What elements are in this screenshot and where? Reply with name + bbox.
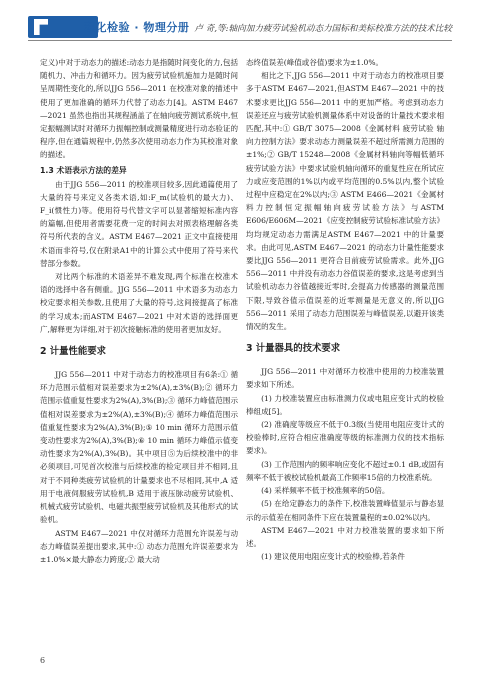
paragraph: (5) 在给定静态力的条件下,校准装置峰值显示与静态显示的示值差在相同条件下应在装置量程的±0.02%以内。 xyxy=(246,499,444,522)
paragraph: 由于JJG 556—2011 的校准项目较多,因此通篇使用了大量的符号来定义各类术语,如:F_m(试验机的最大力)、F_i(惯性力)等。使用符号代替文字可以显著缩短标准内容的篇幅,但使用者需要花费一定的时间去对照表格理解各类符号所代表的含义。ASTM E467—2021 正文中直接使用术语而非符号,仅在附录A1中的计算公式中使用了符号来代替部分参数。 xyxy=(40,179,238,268)
paragraph: 态终值误差(峰值或谷值)要求为±1.0%。 xyxy=(246,58,384,67)
paragraph: (1) 力校准装置应由标准测力仪或电阻应变计式的校验棒组成[5]。 xyxy=(246,393,444,416)
left-column xyxy=(40,56,238,566)
paragraph: ASTM E467—2021 中对力校准装置的要求如下所述。 xyxy=(246,525,444,548)
paragraph: 相比之下,JJG 556—2011 中对于动态力的校准项目要多于ASTM E467—2021,但ASTM E467—2021 中的技术要求更比JJG 556—2011 中的更加严格。考虑到动态力误差还应与疲劳试验机测量体系中对设备的计量技术要求相匹配,其中:① GB/T 3075—2008《金属材料 疲劳试验 轴向力控制方法》要求动态力测量误差不超过所需测力范围的±1%;② GB/T 15248—2008《金属材料轴向等幅低循环疲劳试验方法》中要求试验机轴向循环的重复性应在所试应力或应变范围的1%以内或平均范围的0.5%以内,整个试验过程中应稳定在2%以内;③ ASTM E466—2021《金属材料力控制恒定振幅轴向疲劳试验方法》与ASTM E606/E606M—2021《应变控制疲劳试验标准试验方法》均均规定动态力需满足ASTM E467—2021 中的计量要求。由此可见,ASTM E467—2021 的动态力计量性能要求要比JJG 556—2011 更符合目前疲劳试验需求。此外,JJG 556—2011 中并没有动态力谷值误差的要求,这是考虑到当试验机动态力谷值越接近零时,会提高力传感器的测量范围下限,导致谷值示值误差的近零测量是无意义的,所以JJG 556—2011 采用了动态力范围误差与峰值误差,以避开该类情况的发生。 xyxy=(246,71,444,332)
paragraph: (2) 准确度等级应不低于0.3级(当使用电阻应变计式的校验棒时,应符合相应准确度等级的标准测力仪的技术指标要求)。 xyxy=(246,420,444,456)
section-heading: 2 计量性能要求 xyxy=(40,346,107,358)
paragraph: (1) 建议使用电阻应变计式的校验棒,若条件 xyxy=(261,552,405,562)
section-heading: 3 计量器具的技术要求 xyxy=(246,343,341,355)
paragraph: 对比两个标准的术语差异不难发现,两个标准在校准术语的选择中各有侧重。JJG 556—2011 中术语多为动态力校定要求相关参数,且使用了大量的符号,这间接提高了标准的学习成本;而ASTM E467—2021 中对术语的选择面更广,解释更为详细,对于初次接触标准的使用者更加友好。 xyxy=(40,272,238,334)
paragraph: JJG 556—2011 中对循环力校准中使用的力校准装置要求如下所述。 xyxy=(246,367,444,390)
paragraph: (4) 采样频率不低于校准频率的50倍。 xyxy=(261,486,390,496)
paragraph: (3) 工作范围内的频率响应变化不超过±0.1 dB,或固有频率不低于被校试验机最高工作频率15倍的力校准系统。 xyxy=(246,459,444,482)
page-number: 6 xyxy=(40,656,46,665)
running-title: 卢 奇,等:轴向加力疲劳试验机动态力国标和美标校准方法的技术比较 xyxy=(194,24,452,34)
paragraph: 定义)中对于动态力的描述:动态力是指随时间变化的力,包括随机力、冲击力和循环力。因为疲劳试验机施加力是随时间呈周期性变化的,所以JJG 556—2011 在校准对象的描述中使用了更加准确的循环力代替了动态力[4]。ASTM E467—2021 虽然也指出其规程涵盖了在轴向疲劳测试系统中,恒定振幅测试时对循环力振幅控制或测量精度进行动态验证的程序,但在通篇规程中,仍然多次使用动态力作为其校准对象的描述。 xyxy=(40,58,238,160)
right-column xyxy=(246,56,444,563)
paragraph: JJG 556—2011 中对于动态力的校准项目有6条:① 循环力范围示值相对误差要求为±2%(A),±3%(B);② 循环力范围示值重复性要求为2%(A),3%(B);③ 循环力峰值范围示值相对误差要求为±2%(A),±3%(B);④ 循环力峰值范围示值重复性要求为2%(A),3%(B);⑤ 10 min 循环力范围示值变动性要求为2%(A),3%(B);⑥ 10 min 循环力峰值示值变动性要求为2%(A),3%(B)。其中项目⑤为后续校准中的非必须项目,可见首次校准与后续校准的检定项目并不相同,且对于不同种类疲劳试验机的计量要求也不尽相同,其中,A 适用于电液伺服疲劳试验机,B 适用于液压脉动疲劳试验机、机械式疲劳试验机、电磁共振型疲劳试验机及其他形式的试验机。 xyxy=(40,370,238,525)
subsection-heading: 1.3 术语表示方法的差异 xyxy=(40,165,127,175)
header-divider xyxy=(28,40,452,41)
journal-name: 理化检验 · 物理分册 xyxy=(84,21,190,34)
logo-mark-icon xyxy=(34,19,48,35)
page-header xyxy=(0,0,480,40)
paragraph: ASTM E467—2021 中仅对循环力范围允许误差与动态力峰值误差提出要求,其中:① 动态力范围允许误差要求为±1.0%×最大静态力跨度;② 最大动 xyxy=(40,528,238,564)
